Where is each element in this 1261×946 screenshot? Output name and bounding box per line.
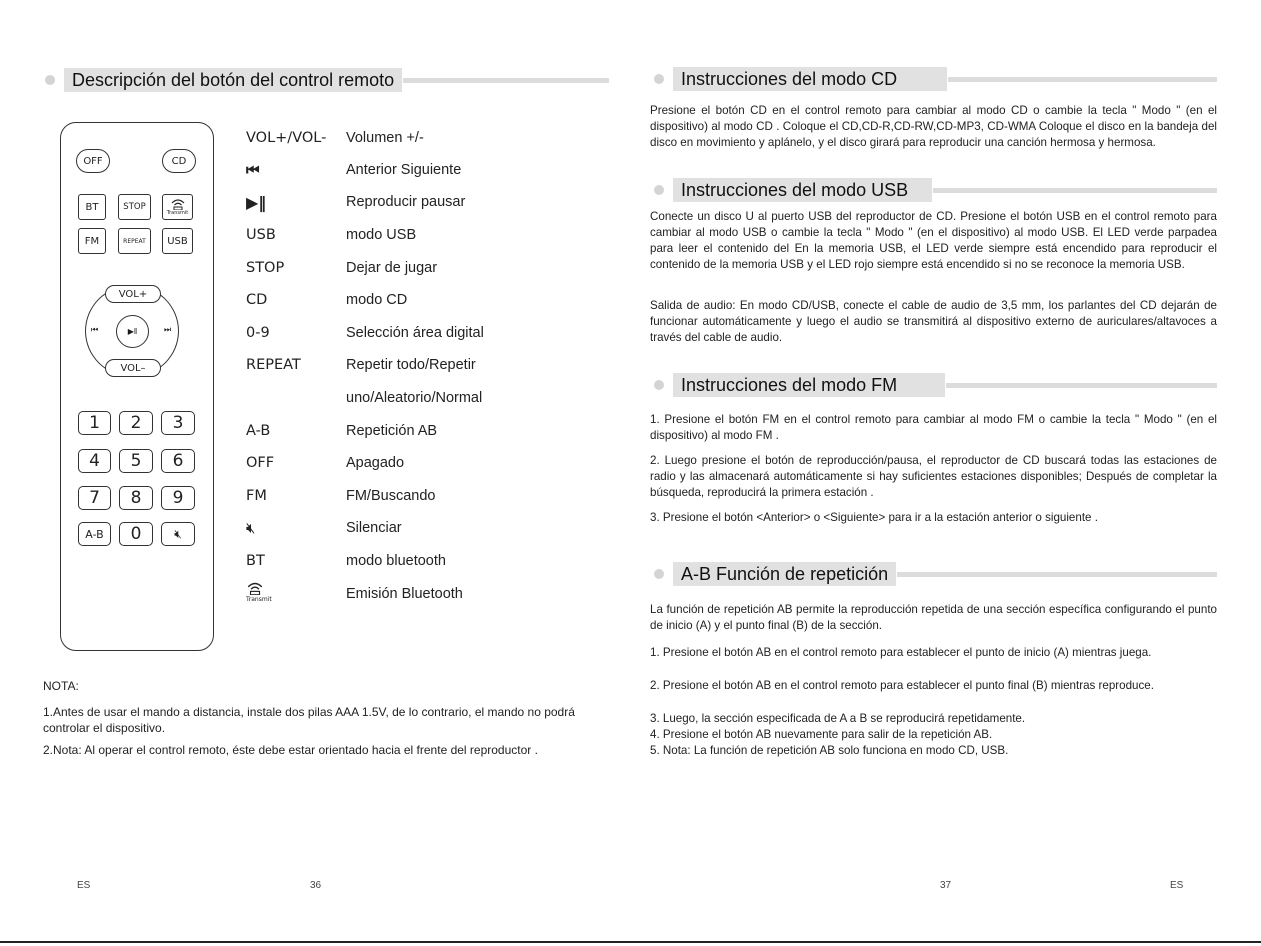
remote-num-6: 6 (161, 449, 195, 473)
remote-num-2: 2 (119, 411, 153, 435)
remote-usb-button: USB (162, 228, 193, 254)
ab-step-1: 1. Presione el botón AB en el control remoto para establecer el punto de inicio (A) mientras juega. (650, 646, 1152, 659)
key-label: REPEAT (246, 357, 301, 373)
key-description: Silenciar (346, 520, 402, 536)
key-description: Repetición AB (346, 423, 438, 439)
key-description: Selección área digital (346, 325, 484, 341)
remote-num-0: 0 (119, 522, 153, 546)
remote-dpad (77, 285, 187, 377)
ab-heading-title: A-B Función de repetición (673, 562, 896, 586)
bullet-dot (654, 380, 664, 390)
remote-cd-button: CD (162, 149, 196, 173)
remote-off-button: OFF (76, 149, 110, 173)
remote-repeat-button: REPEAT (118, 228, 151, 254)
fm-text-1: 1. Presione el botón FM en el control remoto para cambiar al modo FM o cambie la tecla " Modo " (en el dispositivo) al modo FM . (650, 413, 1217, 442)
remote-stop-button: STOP (118, 194, 151, 220)
usb-text-1: Conecte un disco U al puerto USB del reproductor de CD. Presione el botón USB en el control remoto para cambiar al modo USB o cambie la tecla " Modo " (en el dispositivo) al modo USB. El LED verde parpadea para leer el contenido del En la memoria USB, el LED verde siempre está encendido para reproducir el contenido de la memoria USB y el LED rojo siempre está encendido si no se reconoce la memoria USB. (650, 210, 1217, 271)
remote-bt-button: BT (78, 194, 106, 220)
remote-heading-title: Descripción del botón del control remoto (64, 68, 402, 92)
remote-vol-up-button: VOL+ (105, 285, 161, 303)
right-page (630, 0, 1261, 946)
mute-icon: 🔇︎ (174, 526, 182, 541)
key-description: modo CD (346, 292, 408, 308)
key-description: modo bluetooth (346, 553, 446, 569)
remote-mute-button (161, 522, 195, 546)
key-description: Repetir todo/Repetir (346, 357, 476, 373)
key-description: uno/Aleatorio/Normal (346, 390, 483, 406)
footer-page-number: 36 (310, 880, 322, 891)
transmit-legend-icon (246, 581, 264, 595)
key-description: Volumen +/- (346, 130, 424, 146)
ab-step-5: 5. Nota: La función de repetición AB solo funciona en modo CD, USB. (650, 744, 1009, 757)
key-label: FM (246, 488, 267, 504)
left-page (0, 0, 630, 946)
remote-fm-button: FM (78, 228, 106, 254)
key-description: Reproducir pausar (346, 194, 466, 210)
transmit-legend-caption: Transmit (246, 596, 272, 603)
ab-text-1: La función de repetición AB permite la reproducción repetida de una sección específica configurando el punto de inicio (A) y el punto final (B) de la sección. (650, 603, 1217, 632)
key-label: USB (246, 227, 276, 243)
note-1: 1.Antes de usar el mando a distancia, instale dos pilas AAA 1.5V, de lo contrario, el mando no podrá controlar el dispositivo. (43, 705, 575, 735)
key-label: STOP (246, 260, 285, 276)
cd-section-heading (654, 67, 1217, 91)
heading-rule (946, 383, 1217, 388)
usb-heading-title: Instrucciones del modo USB (673, 178, 932, 202)
remote-num-7: 7 (78, 486, 111, 510)
cd-heading-title: Instrucciones del modo CD (673, 67, 947, 91)
key-description: Apagado (346, 455, 405, 471)
heading-rule (897, 572, 1217, 577)
fm-text-3: 3. Presione el botón <Anterior> o <Siguiente> para ir a la estación anterior o siguiente . (650, 511, 1098, 524)
heading-rule (933, 188, 1217, 193)
bullet-dot (45, 75, 55, 85)
mute-legend-icon: 🔇︎ (246, 519, 256, 537)
fm-text-2: 2. Luego presione el botón de reproducción/pausa, el reproductor de CD buscará todas las estaciones de radio y las almacenará automáticamente si hay suficientes estaciones disponibles; Después de completar la búsqueda, reproducirá la primera estación . (650, 454, 1217, 499)
footer-language: ES (1170, 880, 1184, 891)
remote-num-3: 3 (161, 411, 195, 435)
ab-step-4: 4. Presione el botón AB nuevamente para salir de la repetición AB. (650, 728, 993, 741)
transmit-caption: Transmit (166, 210, 189, 216)
play-pause-legend-icon: ▶‖ (246, 192, 267, 212)
remote-ab-button: A-B (78, 522, 111, 546)
next-track-icon: ⏭ (164, 325, 172, 334)
remote-num-1: 1 (78, 411, 111, 435)
remote-section-heading (45, 68, 609, 92)
bottom-border (0, 941, 1261, 943)
bullet-dot (654, 185, 664, 195)
key-description: modo USB (346, 227, 417, 243)
remote-vol-down-button: VOL– (105, 359, 161, 377)
usb-text-2: Salida de audio: En modo CD/USB, conecte el cable de audio de 3,5 mm, los parlantes del CD dejarán de funcionar automáticamente y luego el audio se transmitirá al dispositivo externo de auriculares/altavoces a través del cable de audio. (650, 299, 1217, 344)
key-label: VOL+/VOL- (246, 130, 327, 146)
ab-section-heading (654, 562, 1217, 586)
usb-section-heading (654, 178, 1217, 202)
heading-rule (948, 77, 1217, 82)
key-description: Dejar de jugar (346, 260, 438, 276)
footer-language: ES (77, 880, 91, 891)
cd-text: Presione el botón CD en el control remoto para cambiar al modo CD o cambie la tecla " Modo " (en el dispositivo) al modo CD . Coloque el CD,CD-R,CD-RW,CD-MP3, CD-WMA Coloque el disco en la bandeja del disco en movimiento y aplánelo, y el disco girará para reproducir una canción hermosa y hermosa. (650, 104, 1217, 149)
prev-next-icon: ⏮ (246, 161, 260, 179)
ab-step-3: 3. Luego, la sección especificada de A a B se reproducirá repetidamente. (650, 712, 1026, 725)
bullet-dot (654, 74, 664, 84)
key-label: A-B (246, 423, 271, 439)
key-description: Emisión Bluetooth (346, 586, 463, 602)
remote-num-8: 8 (119, 486, 153, 510)
key-description: FM/Buscando (346, 488, 436, 504)
key-label: OFF (246, 455, 275, 471)
remote-transmit-button (162, 194, 193, 220)
remote-num-4: 4 (78, 449, 111, 473)
key-label: BT (246, 553, 265, 569)
prev-track-icon: ⏮ (91, 325, 99, 334)
transmit-icon (170, 198, 186, 210)
note-title: NOTA: (43, 679, 79, 693)
key-description: Anterior Siguiente (346, 162, 462, 178)
remote-num-5: 5 (119, 449, 153, 473)
transmit-legend (246, 581, 341, 603)
fm-section-heading (654, 373, 1217, 397)
footer-page-number: 37 (940, 880, 952, 891)
bullet-dot (654, 569, 664, 579)
fm-heading-title: Instrucciones del modo FM (673, 373, 945, 397)
play-pause-icon: ▶‖ (116, 315, 149, 348)
ab-step-2: 2. Presione el botón AB en el control remoto para establecer el punto final (B) mientras reproduce. (650, 679, 1154, 692)
key-label: 0-9 (246, 325, 270, 341)
note-2: 2.Nota: Al operar el control remoto, éste debe estar orientado hacia el frente del reproductor . (43, 743, 538, 757)
remote-num-9: 9 (161, 486, 195, 510)
heading-rule (403, 78, 609, 83)
key-label: CD (246, 292, 268, 308)
